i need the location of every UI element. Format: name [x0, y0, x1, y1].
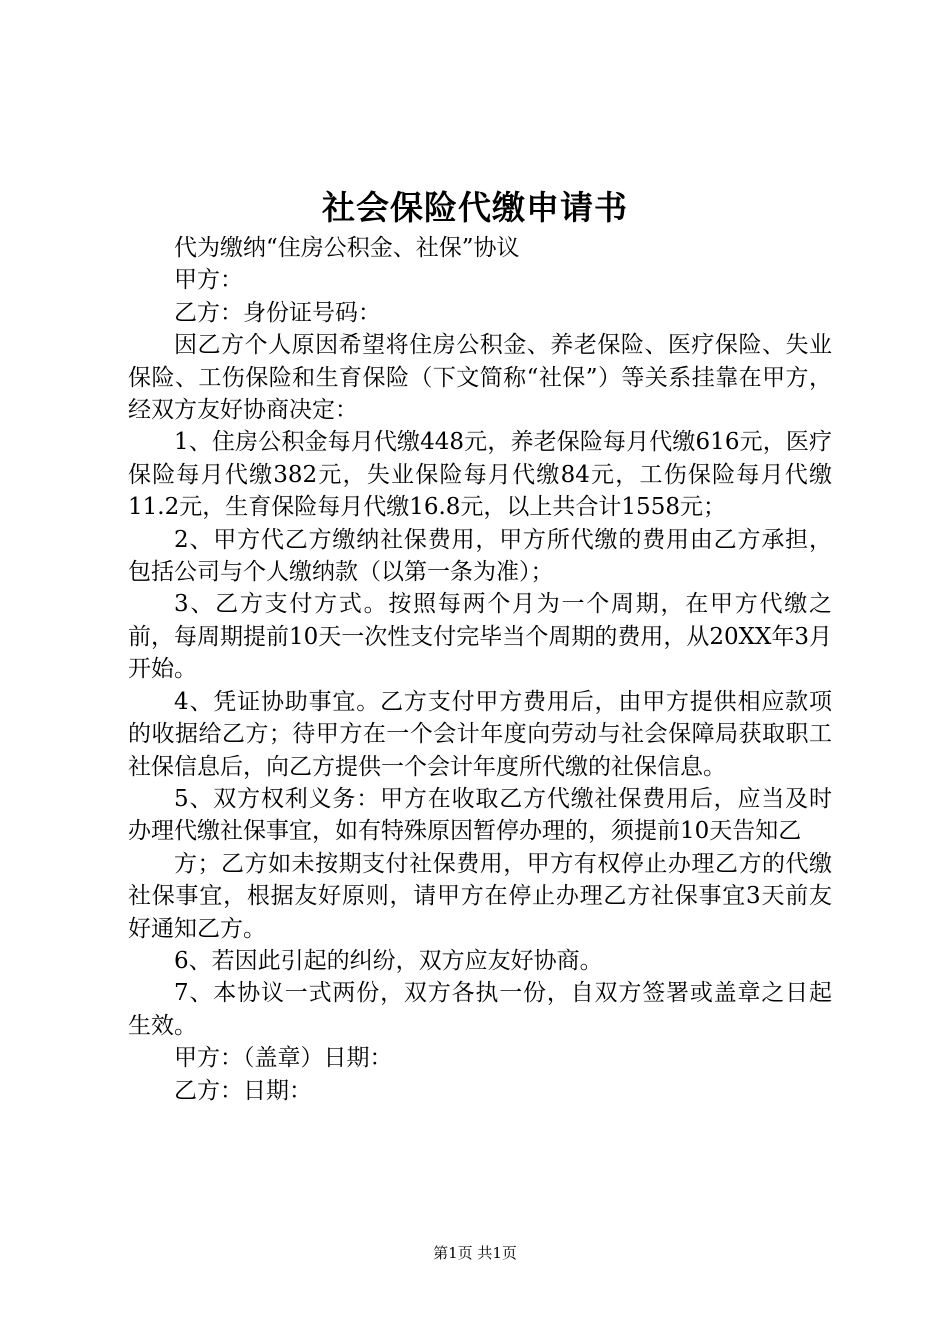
- clause-1-amounts: 1、住房公积金每月代缴448元，养老保险每月代缴616元，医疗保险每月代缴382元，失业保险每月代缴84元，工伤保险每月代缴11.2元，生育保险每月代缴16.8元，以上共合计1558元；: [128, 429, 832, 521]
- clause-6-disputes: 6、若因此引起的纠纷，双方应友好协商。: [174, 947, 603, 974]
- clause-2-cost-bearing: 2、甲方代乙方缴纳社保费用，甲方所代缴的费用由乙方承担，包括公司与个人缴纳款（以第一条为准）；: [128, 526, 832, 586]
- party-a-line: 甲方：: [174, 267, 243, 294]
- agreement-heading: 代为缴纳“住房公积金、社保”协议: [174, 235, 520, 261]
- clause-5-rights-duties: 5、双方权利义务：甲方在收取乙方代缴社保费用后，应当及时办理代缴社保事宜，如有特殊原因暂停办理的，须提前10天告知乙: [128, 785, 832, 845]
- preamble-paragraph: 因乙方个人原因希望将住房公积金、养老保险、医疗保险、失业保险、工伤保险和生育保险（下文简称“社保”）等关系挂靠在甲方，经双方友好协商决定：: [128, 332, 832, 424]
- page-number-footer: 第1页 共1页: [433, 1244, 517, 1262]
- party-b-id-line: 乙方：身份证号码：: [174, 299, 381, 326]
- clause-7-effectiveness: 7、本协议一式两份，双方各执一份，自双方签署或盖章之日起生效。: [128, 980, 832, 1039]
- document-title: 社会保险代缴申请书: [322, 188, 628, 227]
- party-a-signature-line: 甲方：（盖章）日期：: [174, 1045, 393, 1072]
- clause-4-receipts: 4、凭证协助事宜。乙方支付甲方费用后，由甲方提供相应款项的收据给乙方；待甲方在一个会计年度向劳动与社会保障局获取职工社保信息后，向乙方提供一个会计年度所代缴的社保信息。: [128, 688, 832, 780]
- party-b-signature-line: 乙方：日期：: [174, 1077, 312, 1104]
- clause-5-continuation: 方；乙方如未按期支付社保费用，甲方有权停止办理乙方的代缴社保事宜，根据友好原则，请甲方在停止办理乙方社保事宜3天前友好通知乙方。: [128, 850, 832, 942]
- document-body: [128, 232, 832, 1107]
- clause-3-payment-method: 3、乙方支付方式。按照每两个月为一个周期，在甲方代缴之前，每周期提前10天一次性支付完毕当个周期的费用，从20XX年3月开始。: [128, 591, 832, 683]
